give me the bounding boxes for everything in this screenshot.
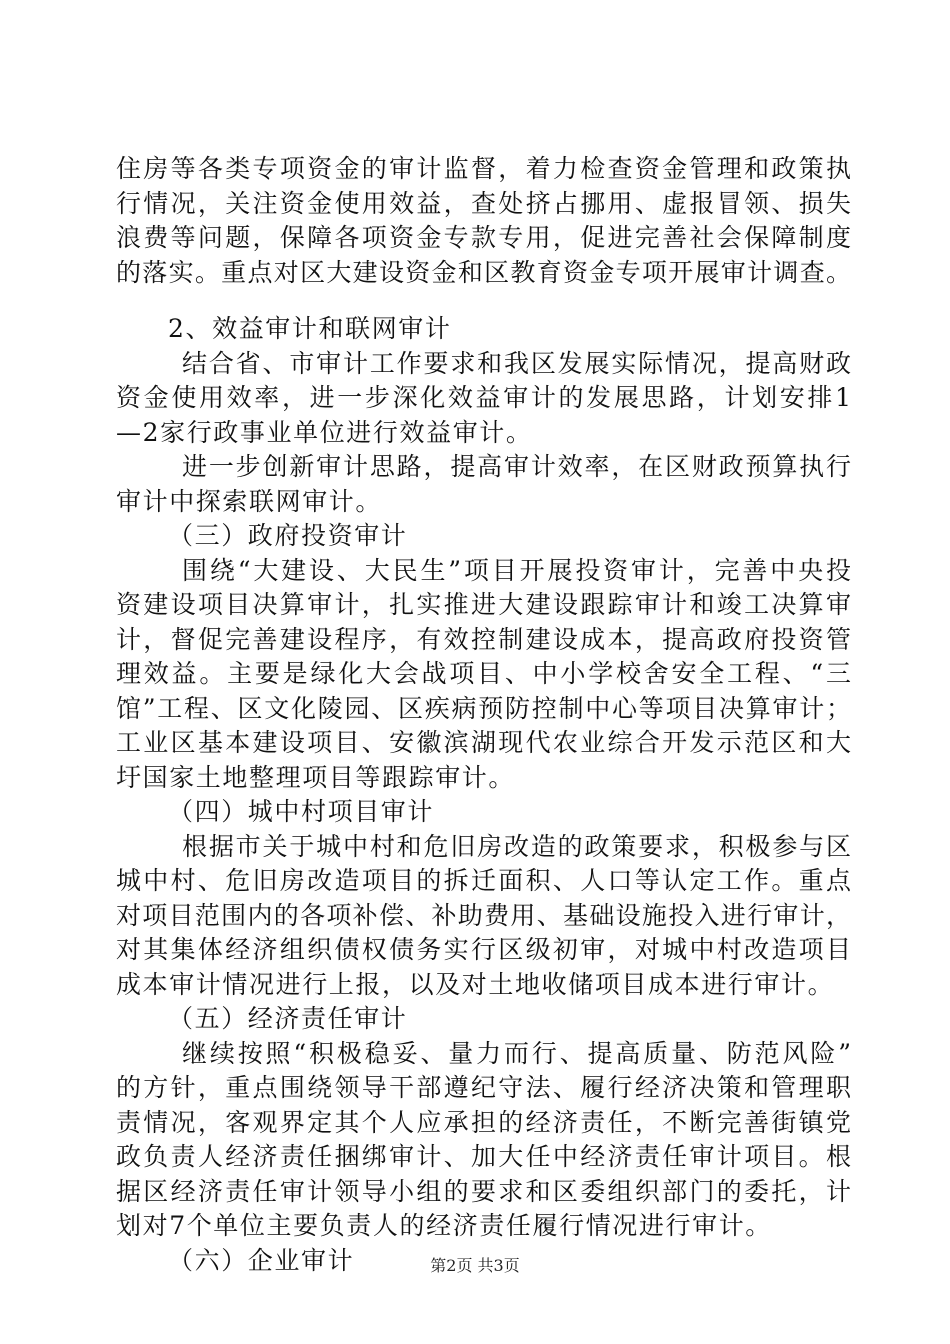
body-line: 对其集体经济组织债权债务实行区级初审，对城中村改造项目 bbox=[116, 935, 851, 964]
body-line: 审计中探索联网审计。 bbox=[116, 486, 383, 516]
body-line: 圩国家土地整理项目等跟踪审计。 bbox=[116, 762, 516, 792]
section-heading: （五）经济责任审计 bbox=[168, 1004, 408, 1033]
body-line: 据区经济责任审计领导小组的要求和区委组织部门的委托，计 bbox=[116, 1176, 851, 1206]
body-line: 结合省、市审计工作要求和我区发展实际情况，提高财政 bbox=[182, 348, 851, 378]
body-line: 围绕“大建设、大民生”项目开展投资审计，完善中央投 bbox=[182, 555, 851, 585]
body-line: 资金使用效率，进一步深化效益审计的发展思路，计划安排1 bbox=[116, 383, 851, 412]
body-line: 城中村、危旧房改造项目的拆迁面积、人口等认定工作。重点 bbox=[116, 866, 851, 895]
body-line: 理效益。主要是绿化大会战项目、中小学校舍安全工程、“三 bbox=[116, 659, 851, 688]
body-line: 对项目范围内的各项补偿、补助费用、基础设施投入进行审计， bbox=[116, 900, 851, 930]
paragraph-gap bbox=[116, 290, 851, 312]
document-body bbox=[116, 152, 851, 1278]
body-line: 的方针，重点围绕领导干部遵纪守法、履行经济决策和管理职 bbox=[116, 1073, 851, 1102]
page-footer: 第2页 共3页 bbox=[430, 1256, 520, 1275]
body-line: 计，督促完善建设程序，有效控制建设成本，提高政府投资管 bbox=[116, 624, 851, 654]
body-line: 馆”工程、区文化陵园、区疾病预防控制中心等项目决算审计； bbox=[116, 693, 851, 723]
section-heading: （四）城中村项目审计 bbox=[168, 797, 435, 826]
body-line: 工业区基本建设项目、安徽滨湖现代农业综合开发示范区和大 bbox=[116, 728, 851, 757]
body-line: 责情况，客观界定其个人应承担的经济责任，不断完善街镇党 bbox=[116, 1107, 851, 1137]
body-line: 浪费等问题，保障各项资金专款专用，促进完善社会保障制度 bbox=[116, 223, 851, 252]
body-line: —2家行政事业单位进行效益审计。 bbox=[116, 417, 533, 447]
body-line: 行情况，关注资金使用效益，查处挤占挪用、虚报冒领、损失 bbox=[116, 188, 851, 218]
section-heading: （三）政府投资审计 bbox=[168, 521, 408, 550]
body-line: 根据市关于城中村和危旧房改造的政策要求，积极参与区 bbox=[182, 831, 851, 861]
body-line: 的落实。重点对区大建设资金和区教育资金专项开展审计调查。 bbox=[116, 257, 851, 287]
section-heading: （六）企业审计 bbox=[168, 1245, 355, 1275]
body-line: 住房等各类专项资金的审计监督，着力检查资金管理和政策执 bbox=[116, 154, 851, 183]
body-line: 资建设项目决算审计，扎实推进大建设跟踪审计和竣工决算审 bbox=[116, 590, 851, 619]
body-line: 进一步创新审计思路，提高审计效率，在区财政预算执行 bbox=[182, 452, 851, 481]
body-line: 成本审计情况进行上报，以及对土地收储项目成本进行审计。 bbox=[116, 969, 835, 999]
section-heading: 2、效益审计和联网审计 bbox=[168, 314, 452, 343]
body-line: 政负责人经济责任捆绑审计、加大任中经济责任审计项目。根 bbox=[116, 1142, 851, 1171]
body-line: 继续按照“积极稳妥、量力而行、提高质量、防范风险” bbox=[182, 1038, 851, 1068]
body-line: 划对7个单位主要负责人的经济责任履行情况进行审计。 bbox=[116, 1211, 772, 1240]
